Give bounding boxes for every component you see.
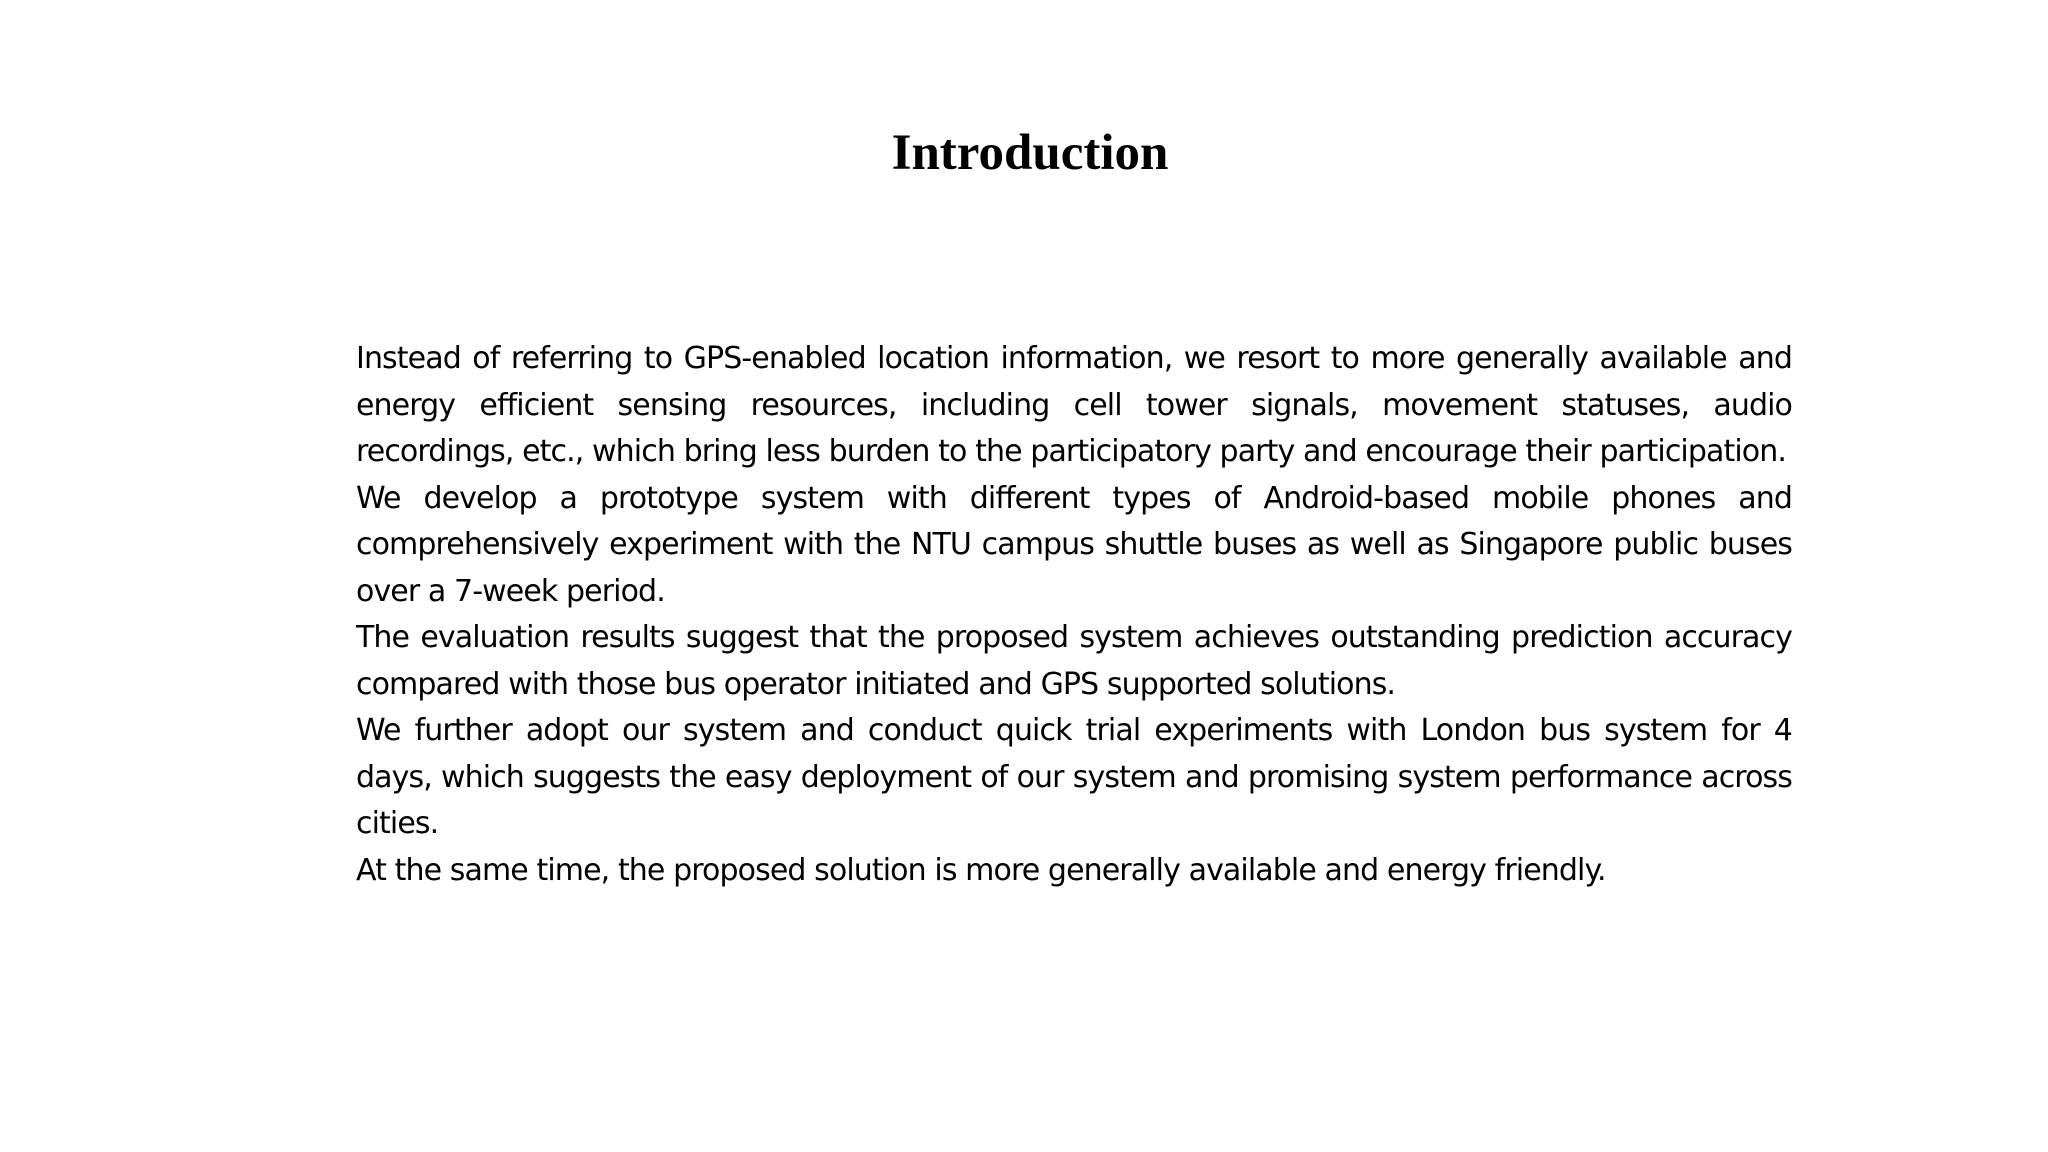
paragraph-gps-alternative: Instead of referring to GPS-enabled location information, we resort to more generally available and energy efficient sensing resources, including cell tower signals, movement statuses, audio recordings, etc., which bring less burden to the participatory party and encourage their participation.: [356, 341, 1792, 469]
paragraph-prototype-system: We develop a prototype system with different types of Android-based mobile phones and comprehensively experiment with the NTU campus shuttle buses as well as Singapore public buses over a 7-week period.: [356, 480, 1792, 609]
slide-body: [356, 336, 1792, 894]
paragraph-evaluation-results: The evaluation results suggest that the proposed system achieves outstanding prediction accuracy compared with those bus operator initiated and GPS supported solutions.: [356, 620, 1792, 702]
slide-title: Introduction: [891, 125, 1169, 181]
paragraph-energy-friendly: At the same time, the proposed solution is more generally available and energy friendly.: [356, 852, 1606, 888]
paragraph-london-trial: We further adopt our system and conduct quick trial experiments with London bus system for 4 days, which suggests the easy deployment of our system and promising system performance across cities.: [356, 713, 1792, 841]
